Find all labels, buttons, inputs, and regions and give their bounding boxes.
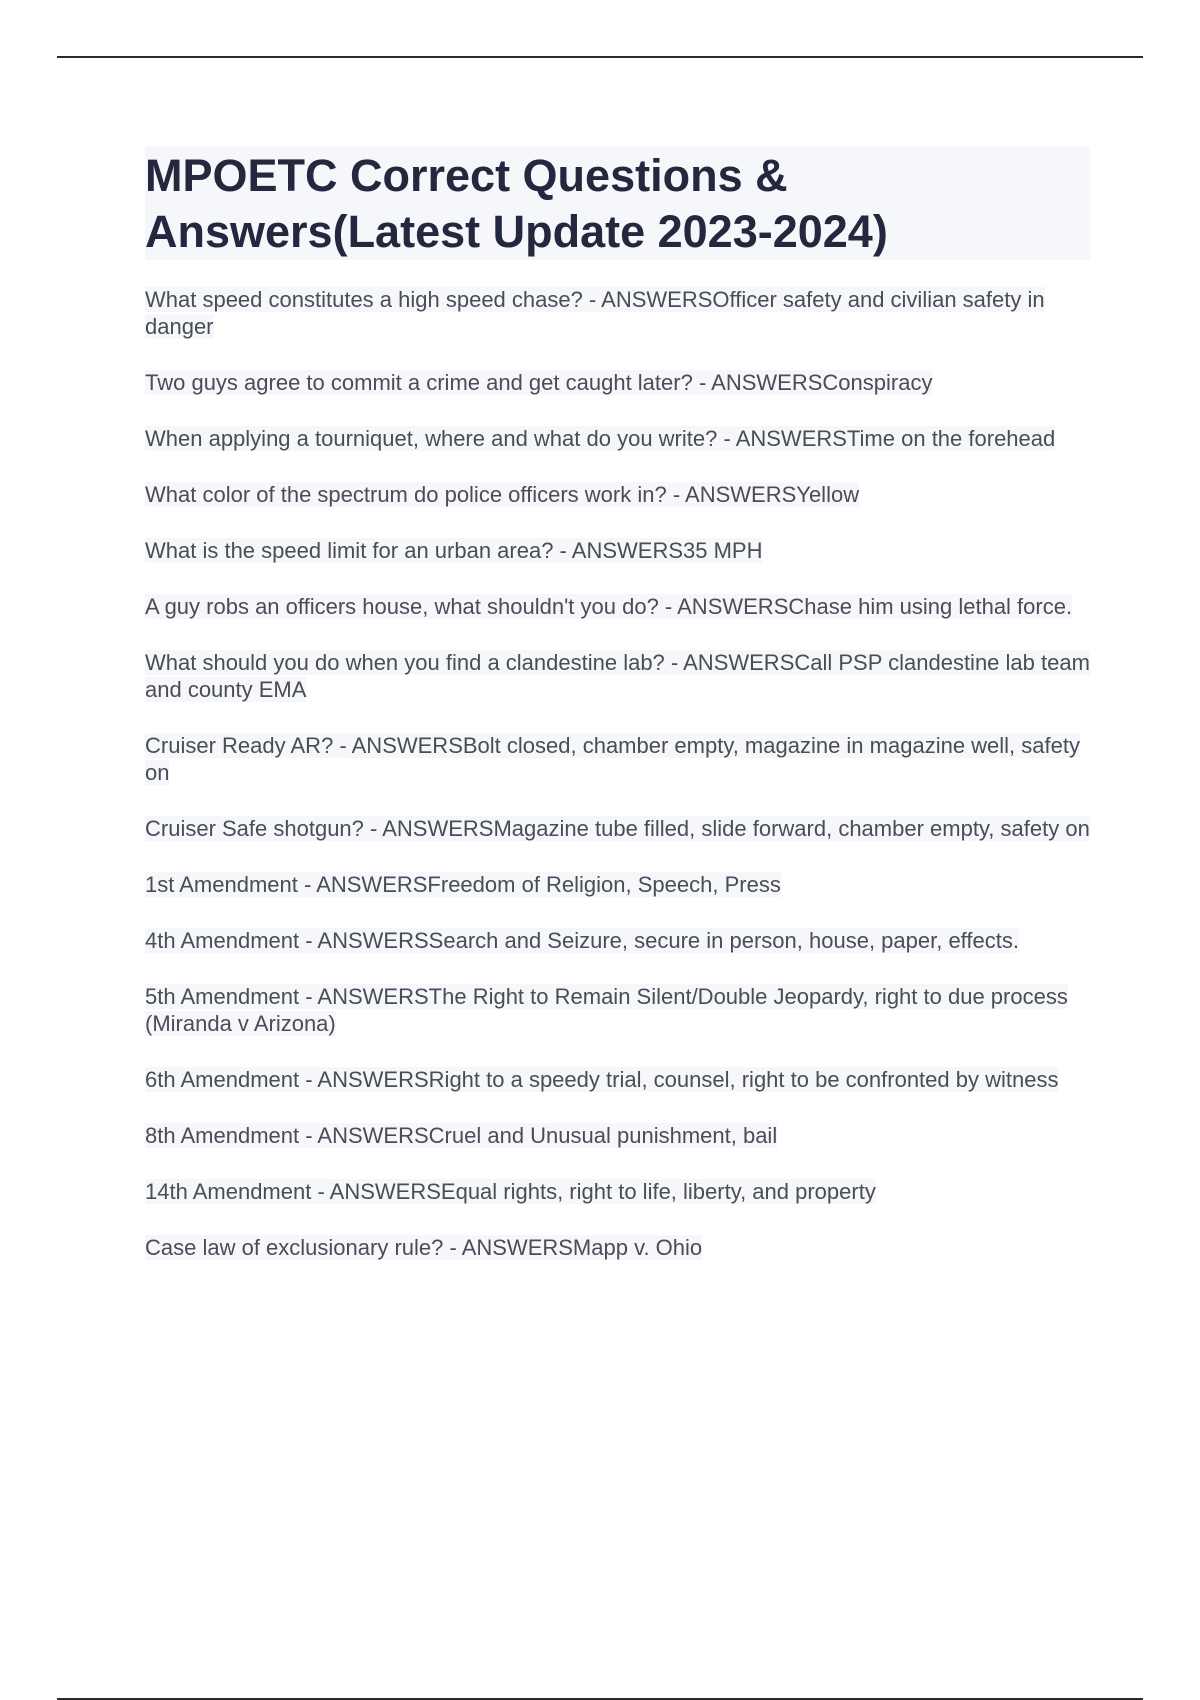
qa-item <box>145 1066 1090 1093</box>
qa-text: What color of the spectrum do police officers work in? - ANSWERSYellow <box>145 482 860 507</box>
qa-text: What is the speed limit for an urban area? - ANSWERS35 MPH <box>145 538 763 563</box>
qa-text: 14th Amendment - ANSWERSEqual rights, right to life, liberty, and property <box>145 1179 876 1204</box>
qa-item <box>145 1234 1090 1261</box>
qa-item <box>145 927 1090 954</box>
top-rule <box>57 56 1143 58</box>
qa-item <box>145 481 1090 508</box>
title-block <box>145 146 1090 260</box>
qa-item <box>145 871 1090 898</box>
qa-text: Cruiser Safe shotgun? - ANSWERSMagazine tube filled, slide forward, chamber empty, safety on <box>145 816 1090 841</box>
qa-item <box>145 1178 1090 1205</box>
qa-text: Two guys agree to commit a crime and get caught later? - ANSWERSConspiracy <box>145 370 933 395</box>
qa-item <box>145 537 1090 564</box>
qa-item <box>145 983 1090 1037</box>
qa-item <box>145 732 1090 786</box>
qa-item <box>145 286 1090 340</box>
qa-text: Case law of exclusionary rule? - ANSWERSMapp v. Ohio <box>145 1235 703 1260</box>
qa-text: 8th Amendment - ANSWERSCruel and Unusual punishment, bail <box>145 1123 778 1148</box>
qa-text: What speed constitutes a high speed chase? - ANSWERSOfficer safety and civilian safety in danger <box>145 287 1045 339</box>
qa-text: Cruiser Ready AR? - ANSWERSBolt closed, chamber empty, magazine in magazine well, safety on <box>145 733 1080 785</box>
qa-list <box>145 286 1090 1261</box>
qa-text: 5th Amendment - ANSWERSThe Right to Remain Silent/Double Jeopardy, right to due process (Miranda v Arizona) <box>145 984 1068 1036</box>
qa-text: 4th Amendment - ANSWERSSearch and Seizure, secure in person, house, paper, effects. <box>145 928 1019 953</box>
document-body <box>145 146 1090 1290</box>
document-title: MPOETC Correct Questions & Answers(Latest Update 2023-2024) <box>145 150 888 257</box>
qa-text: What should you do when you find a clandestine lab? - ANSWERSCall PSP clandestine lab team and county EMA <box>145 650 1090 702</box>
qa-text: When applying a tourniquet, where and what do you write? - ANSWERSTime on the forehead <box>145 426 1056 451</box>
qa-item <box>145 815 1090 842</box>
qa-text: A guy robs an officers house, what shouldn't you do? - ANSWERSChase him using lethal force. <box>145 594 1073 619</box>
qa-item <box>145 593 1090 620</box>
qa-item <box>145 369 1090 396</box>
qa-text: 1st Amendment - ANSWERSFreedom of Religion, Speech, Press <box>145 872 781 897</box>
qa-text: 6th Amendment - ANSWERSRight to a speedy trial, counsel, right to be confronted by witness <box>145 1067 1059 1092</box>
qa-item <box>145 1122 1090 1149</box>
qa-item <box>145 649 1090 703</box>
qa-item <box>145 425 1090 452</box>
